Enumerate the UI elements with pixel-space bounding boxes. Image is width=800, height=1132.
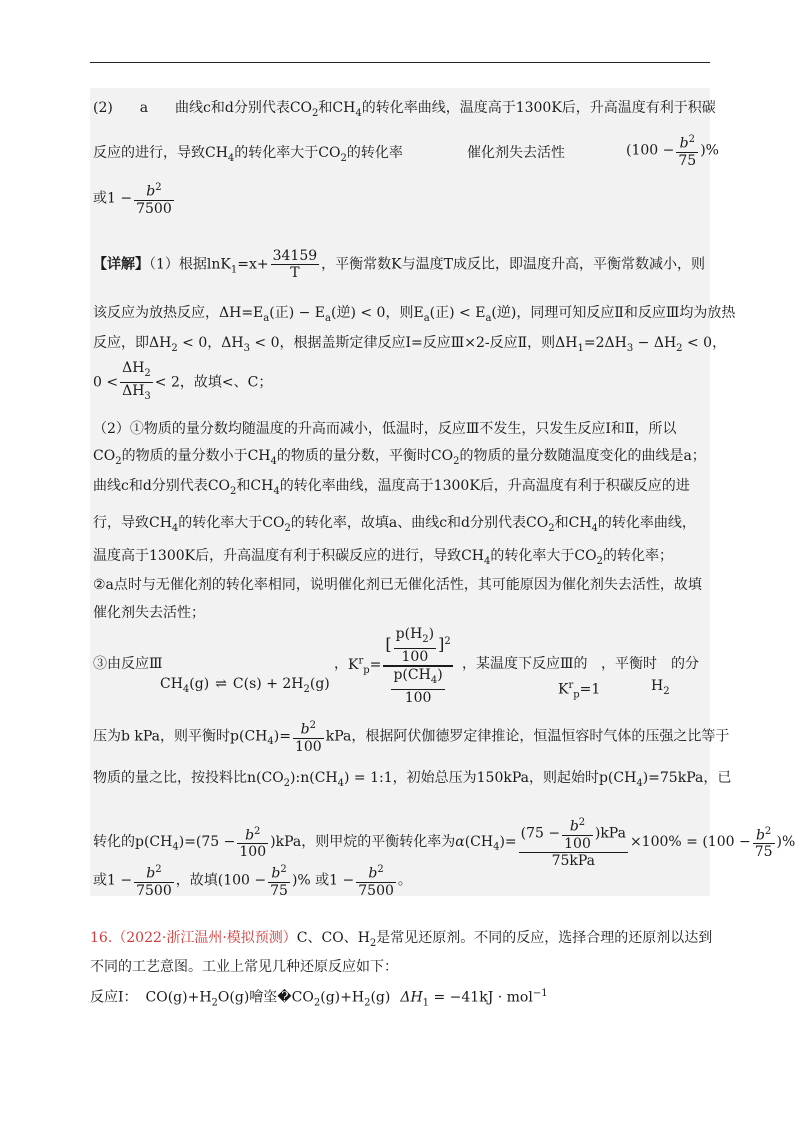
sub: a [325, 312, 331, 324]
text: 和 [318, 100, 333, 116]
text: ， [712, 335, 727, 351]
text: =x+ [237, 256, 269, 273]
detail-line-14 [93, 768, 731, 794]
sub: 4 [591, 522, 598, 534]
fraction [293, 718, 324, 755]
sup: 2 [578, 817, 586, 828]
formula-co2: CO [318, 145, 341, 161]
var-b: b [245, 827, 255, 844]
formula-co2: CO [526, 515, 549, 531]
formula: )=75kPa [642, 770, 704, 786]
formula: ΔH [221, 335, 244, 351]
text: 催化剂失去活性； [93, 605, 205, 621]
formula: (正) < E [429, 305, 486, 321]
text: ，同理可知反应Ⅱ和反应Ⅲ均为放热 [516, 305, 736, 321]
var-b: b [146, 183, 156, 200]
formula-co2: CO [574, 548, 597, 564]
sup: 2 [155, 182, 162, 193]
formula: =2ΔH [583, 335, 627, 351]
formula: ΔH [149, 335, 172, 351]
text: 或1 − [93, 872, 133, 889]
formula-ch4: CH [250, 478, 274, 494]
formula: )= [273, 728, 291, 745]
detail-line-15 [93, 815, 795, 869]
var-b: b [755, 827, 765, 844]
text: ，已 [703, 770, 732, 786]
question-16-line-2 [90, 957, 398, 977]
text: 转化的 [93, 833, 135, 850]
text: 的转化率 [346, 145, 403, 161]
bracket: ] [438, 634, 445, 654]
fraction [268, 862, 290, 899]
text: ，则 [385, 305, 414, 321]
text: （1）根据 [149, 256, 207, 273]
detail-line-16 [93, 862, 412, 899]
formula-ch4: CH [332, 100, 356, 116]
sub: 1 [577, 342, 584, 354]
detail-line-6 [93, 446, 706, 472]
kp-expression [334, 654, 348, 674]
num: 34159 [272, 248, 318, 264]
sub: 2 [313, 997, 321, 1009]
formula-co2: CO [93, 448, 116, 464]
sub: 2 [676, 342, 683, 354]
text: 的转化率，故填a、曲线c和d分别代表 [290, 515, 527, 531]
equilibrium-arrow-icon: ⇌ [215, 676, 227, 692]
formula-ch4: CH [205, 145, 228, 161]
sub: 4 [493, 841, 500, 853]
text: （2）①物质的量分数均随温度的升高而减小，低温时，反应Ⅲ不发生，只发生反应Ⅰ和Ⅱ，所以 [93, 421, 677, 437]
detail-line-13 [93, 718, 729, 755]
sub: 1 [422, 997, 430, 1009]
formula: (g) [189, 676, 210, 692]
sup: 2 [280, 864, 287, 875]
text: 催化剂失去活性 [467, 145, 565, 161]
sub: 4 [430, 674, 438, 686]
formula: C(s) + 2H [232, 676, 304, 692]
var-b: b [146, 865, 156, 882]
sub: 2 [284, 522, 291, 534]
formula: ΔH=E [219, 305, 264, 321]
formula: ΔH [555, 335, 578, 351]
formula: < 0 [682, 335, 713, 351]
formula: )kPa [270, 833, 302, 850]
kp-fraction [383, 626, 452, 706]
text: 0 < [93, 374, 119, 391]
den: 75 [754, 844, 773, 861]
formula: )% [776, 833, 796, 850]
formula-ch4: CH [568, 515, 592, 531]
formula: (逆) < 0 [331, 305, 386, 321]
kp-equals-one [558, 676, 600, 705]
formula: ):n(CH [290, 770, 338, 786]
text: ③由反应Ⅲ [93, 656, 163, 672]
text: ) [700, 142, 706, 159]
sub: 4 [227, 152, 235, 164]
den: 75kPa [551, 852, 596, 869]
formula-ch4: CH [247, 448, 271, 464]
formula: (g)+H [320, 989, 365, 1006]
formula: (g) [370, 989, 391, 1006]
sub: 4 [267, 736, 274, 748]
kp-symbol [348, 655, 382, 676]
sup: −1 [532, 988, 548, 999]
num: p(CH [393, 666, 431, 683]
sup: 2 [764, 825, 772, 837]
formula: p(CH [598, 770, 637, 786]
text: C、CO、 [296, 930, 358, 946]
text: )% 或1 − [291, 872, 355, 889]
formula: CO [291, 989, 314, 1006]
alpha: α [455, 833, 465, 850]
text: 的转化率大于 [234, 145, 319, 161]
formula-ch4: CH [149, 515, 172, 531]
sub: 2 [663, 685, 670, 697]
text: 温度高于1300K后，升高温度有利于积碳反应的进行，导致 [93, 548, 462, 564]
detail-line-2 [93, 303, 735, 329]
sub: 2 [364, 997, 371, 1009]
sup: 2 [254, 825, 261, 837]
formula: H [357, 930, 370, 946]
var-b: b [368, 865, 378, 882]
detail-line-9 [93, 546, 673, 572]
formula: (CH [464, 833, 494, 850]
sup: 2 [688, 134, 695, 145]
formula: < 0 [177, 335, 208, 351]
text: (100 − [626, 142, 675, 159]
sub: 1 [230, 264, 238, 276]
question-16-reaction-i [90, 984, 548, 1013]
sub: 4 [182, 683, 190, 695]
text: 的转化率大于 [178, 515, 263, 531]
text: 的物质的量分数小于 [121, 448, 248, 464]
den: 7500 [136, 882, 172, 899]
sub: 2 [283, 777, 291, 789]
text: 不同的工艺意图。工业上常见几种还原反应如下： [90, 959, 398, 975]
formula: (正) − E [269, 305, 326, 321]
text: ，平衡时 [601, 656, 657, 672]
sub: 4 [270, 455, 277, 467]
inner-fraction [394, 626, 436, 665]
den: 7500 [358, 882, 394, 899]
sub: 4 [273, 485, 280, 497]
formula-co2: CO [430, 448, 454, 464]
text: < 2 [154, 374, 180, 391]
num: ) [437, 666, 443, 683]
formula: H [651, 678, 664, 694]
text: 。 [397, 872, 412, 889]
formula: ×100% = (100 − [629, 833, 751, 850]
formula: K [348, 656, 359, 673]
formula: )=(75 − [178, 833, 236, 850]
sub: 2 [171, 342, 178, 354]
detail-line-3 [93, 333, 726, 359]
sub: 2 [596, 555, 603, 567]
var-b: b [271, 865, 281, 882]
inner-fraction [562, 815, 593, 852]
sub: a [485, 312, 492, 324]
sub: p [363, 664, 370, 676]
var-b: b [300, 721, 310, 738]
sub: 4 [636, 777, 643, 789]
fraction [753, 824, 775, 861]
fraction [271, 248, 320, 281]
sup: r [568, 680, 574, 691]
formula-co2: CO [289, 100, 313, 116]
formula-co2: CO [207, 478, 231, 494]
var-b: b [569, 818, 579, 835]
sub: 3 [243, 342, 250, 354]
den: 100 [564, 835, 591, 852]
formula: CO(g)+H [145, 989, 212, 1006]
question-source: （2022·浙江温州·模拟预测） [112, 930, 297, 946]
text: ，则甲烷的平衡转化率为 [301, 833, 456, 850]
text: 和 [236, 478, 251, 494]
formula: < 0 [249, 335, 280, 351]
formula-ch4: CH [461, 548, 485, 564]
fraction [134, 862, 174, 899]
text: 的物质的量分数随温度变化的曲线是a； [459, 448, 706, 464]
sub: 2 [340, 152, 347, 164]
text: 的物质的量分数，平衡时 [276, 448, 431, 464]
formula: lnK [206, 256, 231, 273]
sub: 2 [548, 522, 555, 534]
detail-line-4 [93, 360, 272, 405]
formula: p(CH [135, 833, 173, 850]
detail-line-1 [93, 248, 705, 281]
text: 压为b kPa，则平衡时 [93, 728, 231, 745]
detail-line-10 [93, 575, 702, 595]
fraction [676, 132, 698, 169]
fraction [237, 824, 268, 861]
text: 和 [554, 515, 569, 531]
conversion-fraction [519, 815, 628, 869]
text: 物质的量之比，按投料比 [93, 770, 247, 786]
sub: 2 [312, 107, 319, 119]
den: T [290, 265, 300, 281]
text: = [369, 656, 382, 673]
text: 反应的进行，导致 [93, 145, 205, 161]
detail-line-12-c [601, 654, 699, 674]
text: 的分 [671, 656, 699, 672]
sub: 2 [211, 997, 218, 1009]
formula: CH [160, 676, 183, 692]
den: 7500 [136, 200, 172, 217]
text: 的转化率曲线，温度高于1300K后，升高温度有利于积碳 [361, 100, 716, 116]
answer-line-3 [93, 180, 176, 217]
var-b: b [679, 135, 689, 152]
text: 或1 − [93, 190, 133, 207]
sub: 2 [369, 937, 377, 949]
sub: 2 [422, 633, 429, 645]
sub: 4 [171, 522, 179, 534]
garbled-arrow-icon: 噲垐� [249, 989, 292, 1006]
text: ，初始总压为150kPa，则起始时 [392, 770, 599, 786]
detail-line-12-b [462, 654, 588, 674]
text: ，故填<、C； [179, 374, 273, 391]
num: ΔH [122, 360, 145, 376]
num: )kPa [594, 825, 626, 842]
answer-line-1 [93, 98, 716, 124]
detail-line-12-a [93, 654, 163, 674]
sub: 2 [115, 455, 122, 467]
text: ， [207, 335, 222, 351]
text: 反应，即 [93, 335, 149, 351]
formula: O(g) [217, 989, 250, 1006]
text: % [705, 142, 719, 159]
detail-tag: 【详解】 [93, 256, 149, 273]
reaction-iii [160, 674, 330, 700]
question-16-line-1 [90, 928, 712, 954]
reaction-label: 反应Ⅰ： [90, 989, 138, 1006]
question-number: 16. [90, 930, 113, 946]
text: 是常见还原剂。不同的反应，选择合理的还原剂以达到 [376, 930, 713, 946]
detail-line-7 [93, 476, 690, 502]
answer-part-num: (2) [93, 100, 113, 116]
fraction [120, 360, 153, 405]
sub: 3 [144, 390, 151, 402]
kp-formula [348, 626, 455, 706]
text: ，某温度下反应Ⅲ的 [462, 656, 588, 672]
text: ，故填(100 − [175, 872, 267, 889]
sup: 2 [309, 720, 317, 731]
den: 100 [294, 738, 322, 755]
text: ，平衡常数K与温度T成反比，即温度升高，平衡常数减小，则 [321, 256, 705, 273]
formula: p(CH [230, 728, 268, 745]
header-rule [90, 62, 710, 63]
text: 曲线c和d分别代表 [93, 478, 208, 494]
answer-line-2 [93, 143, 403, 169]
sup: 2 [444, 635, 451, 647]
sub: 2 [303, 683, 310, 695]
detail-line-5 [93, 419, 676, 439]
formula: =1 [579, 681, 601, 698]
formula: ΔH [400, 989, 423, 1006]
sub: 4 [172, 841, 179, 853]
den: 75 [270, 882, 288, 899]
unit: kPa [325, 728, 352, 745]
text: ， [334, 656, 348, 672]
text: 的转化率； [602, 548, 673, 564]
h2-label [651, 676, 670, 702]
sub: p [573, 689, 580, 701]
den: 100 [239, 844, 267, 861]
text: ②a点时与无催化剂的转化率相同，说明催化剂已无催化活性，其可能原因为催化剂失去活性，故填 [93, 577, 702, 593]
sub: 4 [355, 107, 362, 119]
fraction [134, 180, 174, 217]
num: p(H [395, 626, 423, 642]
formula: ) = 1:1 [344, 770, 393, 786]
text: 该反应为放热反应， [93, 305, 219, 321]
inner-fraction [391, 667, 444, 706]
formula: (g) [309, 676, 330, 692]
text: 行，导致 [93, 515, 149, 531]
answer-fraction-1 [626, 132, 719, 169]
formula: = −41kJ · mol [429, 989, 533, 1006]
sup: r [358, 655, 364, 667]
text: 曲线c和d分别代表 [175, 100, 290, 116]
answer-catalyst [467, 143, 565, 163]
bracket: [ [385, 634, 392, 654]
den: 100 [401, 648, 429, 665]
text: ，根据盖斯定律反应Ⅰ=反应Ⅲ×2-反应Ⅱ，则 [279, 335, 556, 351]
den: 75 [678, 152, 697, 169]
sub: a [263, 312, 270, 324]
answer-a: a [139, 100, 149, 116]
detail-line-8 [93, 513, 696, 539]
sup: 2 [377, 864, 384, 875]
formula: − ΔH [633, 335, 677, 351]
fraction [356, 862, 396, 899]
sup: 2 [155, 864, 162, 875]
formula: K [558, 681, 569, 698]
num: ) [428, 626, 435, 642]
sub: 2 [230, 485, 237, 497]
formula: (逆) [491, 305, 517, 321]
formula: E [413, 305, 424, 321]
formula: n(CO [247, 770, 284, 786]
num: (75 − [520, 825, 561, 842]
formula: )= [499, 833, 517, 850]
text: 的转化率曲线，温度高于1300K后，升高温度有利于积碳反应的进 [279, 478, 690, 494]
text: ，根据阿伏伽德罗定律推论，恒温恒容时气体的压强之比等于 [351, 728, 730, 745]
sub: a [423, 312, 430, 324]
sub: 3 [626, 342, 634, 354]
sub: 4 [337, 777, 344, 789]
sub: 2 [144, 367, 151, 379]
formula-co2: CO [262, 515, 285, 531]
den: 100 [404, 689, 432, 706]
text: 的转化率大于 [490, 548, 575, 564]
detail-line-11 [93, 603, 205, 623]
sub: 2 [453, 455, 460, 467]
sub: 4 [484, 555, 491, 567]
text: 的转化率曲线， [597, 515, 696, 531]
den: ΔH [122, 382, 145, 399]
